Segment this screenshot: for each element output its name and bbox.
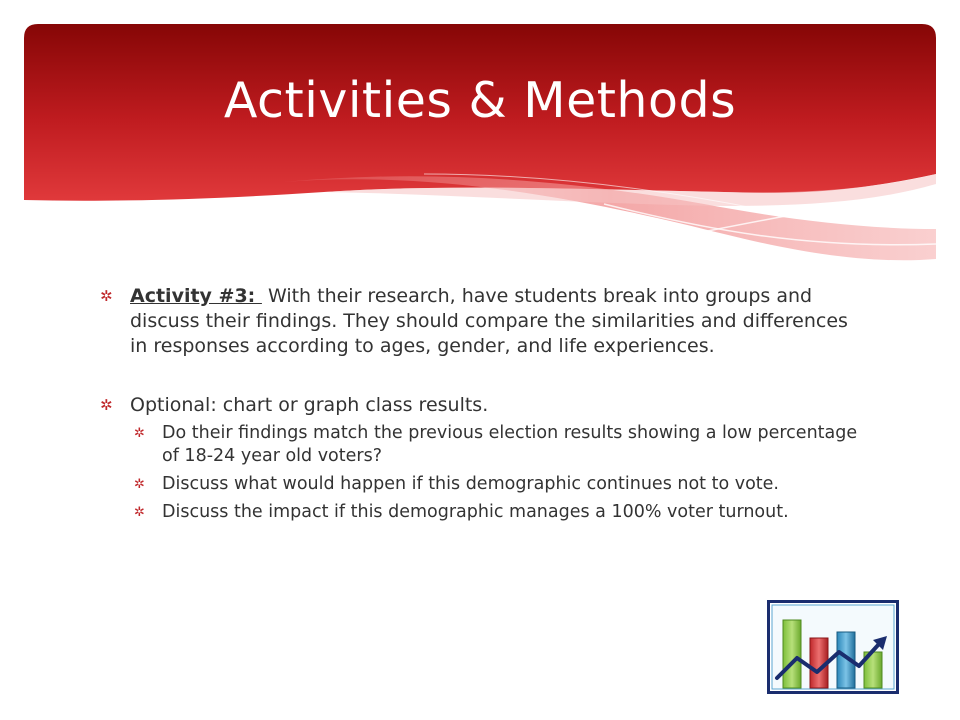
header-banner (24, 24, 936, 274)
sub-bullet (100, 422, 870, 468)
sub-bullet-text: Discuss what would happen if this demographic continues not to vote. (162, 474, 779, 494)
bullet-activity (100, 284, 870, 359)
bullet-optional (100, 393, 870, 418)
sub-bullet (100, 473, 870, 496)
star-bullet-icon: ✲ (134, 505, 145, 520)
star-bullet-icon: ✲ (134, 477, 145, 492)
sub-bullet-text: Do their findings match the previous election results showing a low percentage of 18-24 year old voters? (162, 423, 858, 466)
header-wave-graphic (24, 24, 936, 274)
optional-text: Optional: chart or graph class results. (130, 394, 489, 416)
sub-bullet-text: Discuss the impact if this demographic manages a 100% voter turnout. (162, 502, 789, 522)
star-bullet-icon: ✲ (134, 426, 145, 441)
sub-bullet (100, 501, 870, 524)
activity-label: Activity #3: (130, 285, 262, 307)
activity-text: With their research, have students break into groups and discuss their findings. They should compare the similarities and differences in responses according to ages, gender, and life experiences. (130, 285, 848, 357)
star-bullet-icon: ✲ (100, 396, 113, 414)
bar-chart-trend-icon (767, 600, 899, 694)
star-bullet-icon: ✲ (100, 287, 113, 305)
slide-body (100, 284, 870, 524)
slide-title: Activities & Methods (223, 72, 737, 129)
